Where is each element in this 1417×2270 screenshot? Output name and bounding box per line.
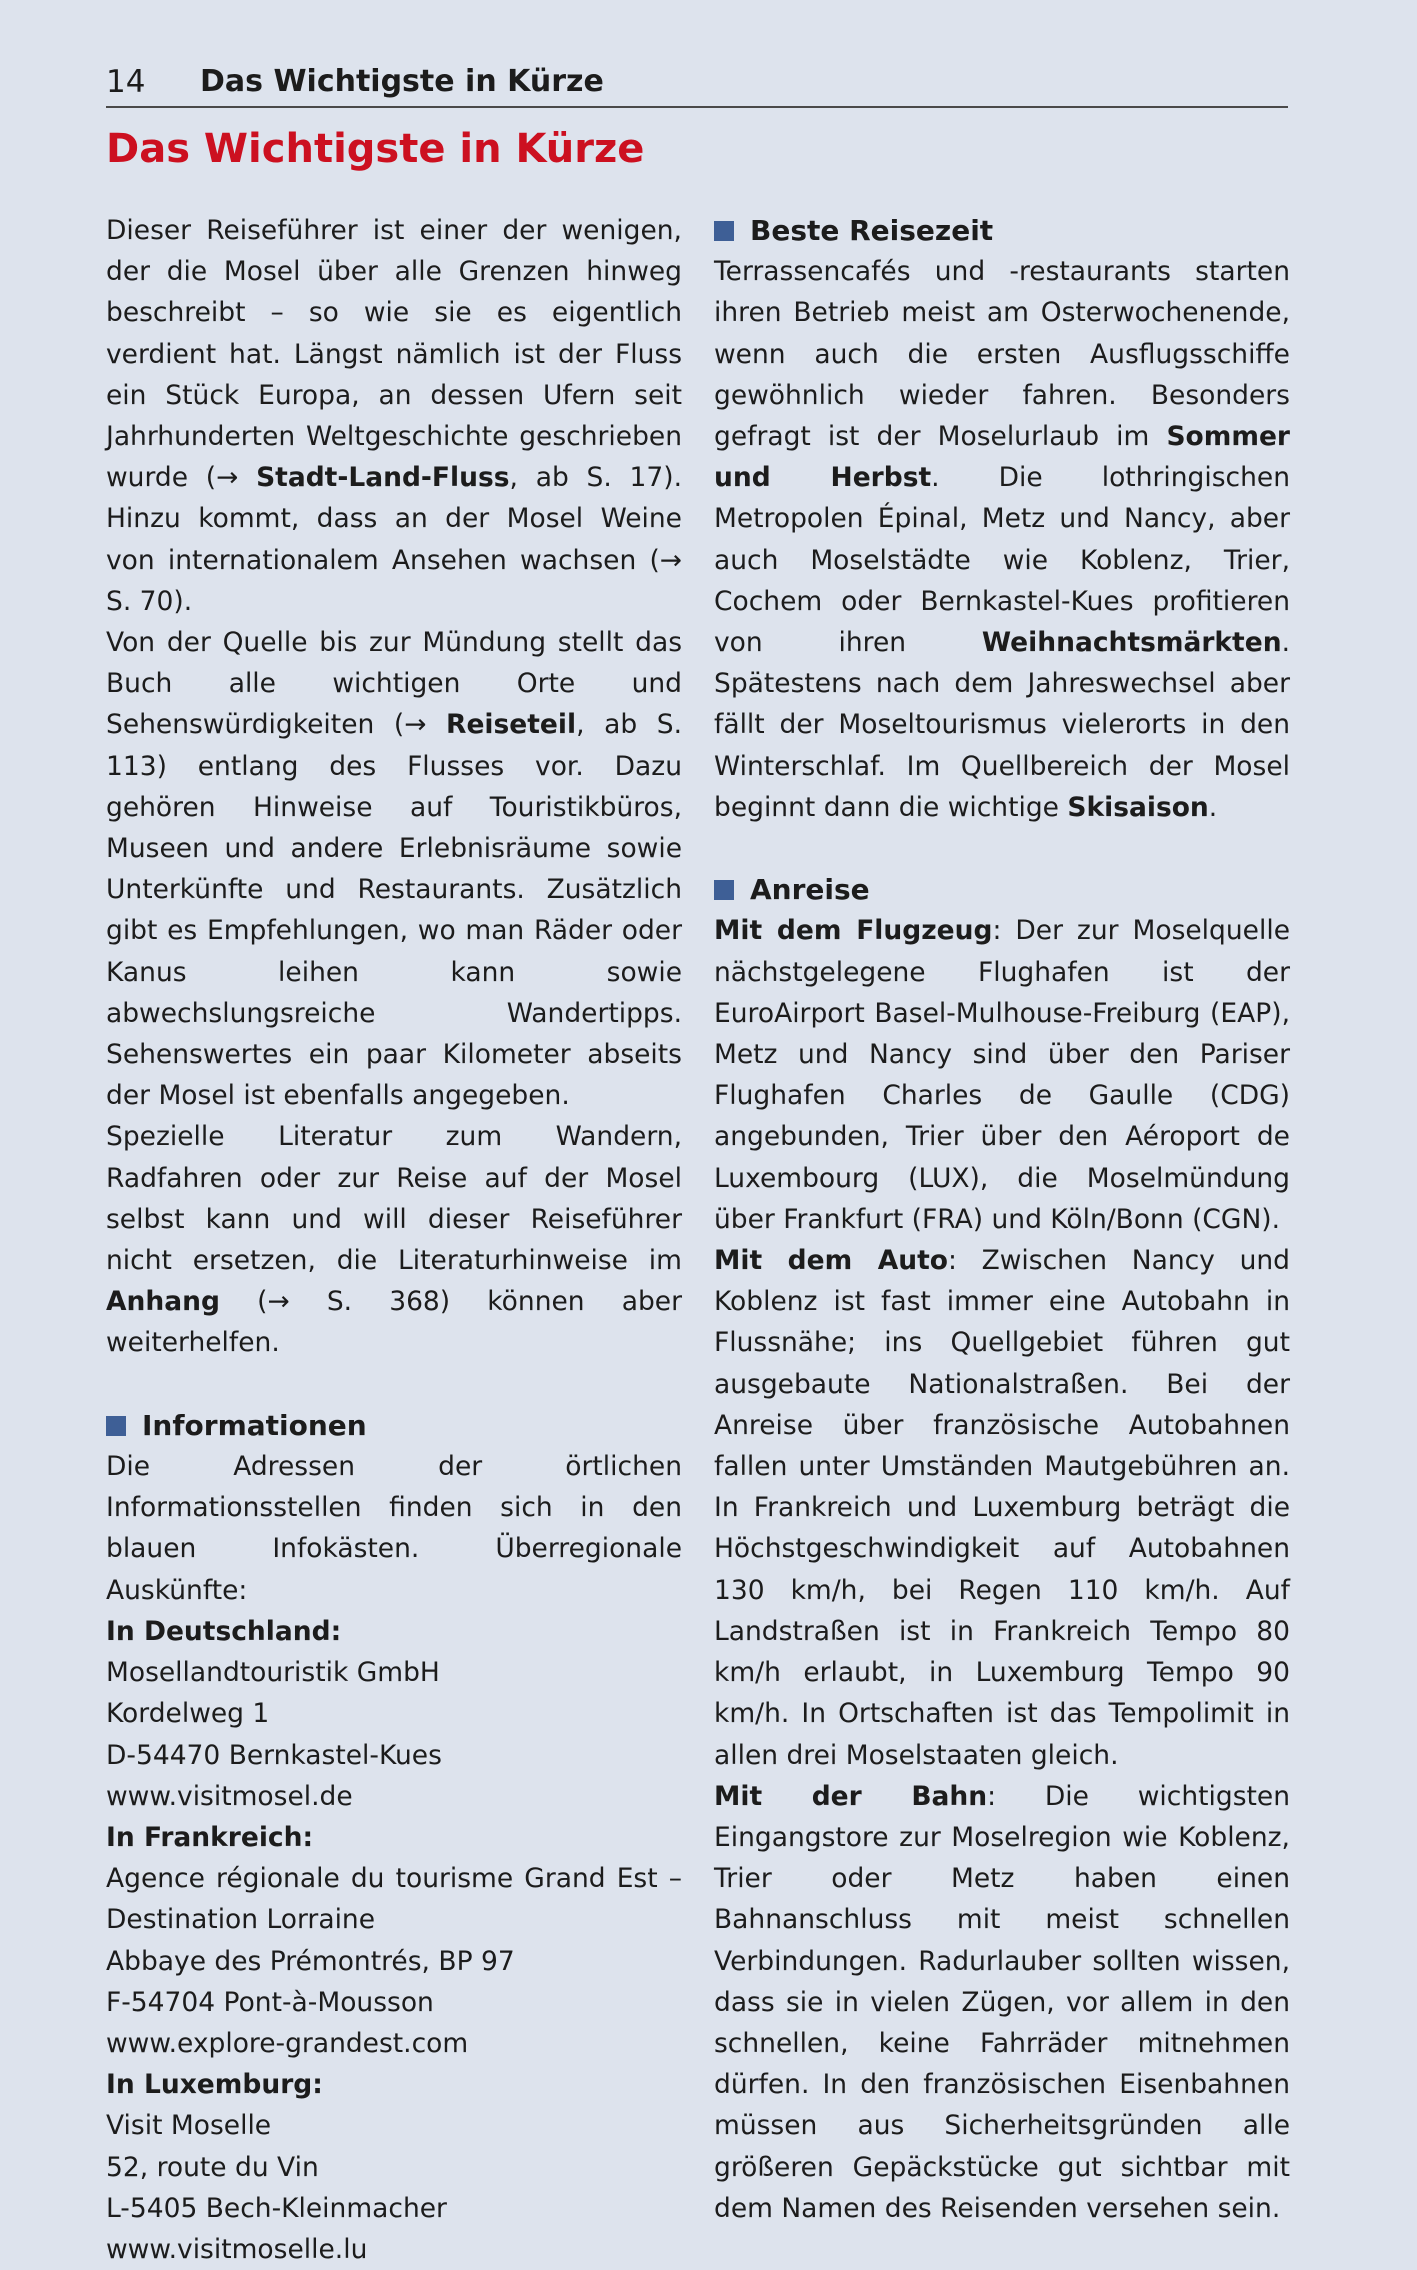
anreise-auto: Mit dem Auto: Zwischen Nancy und Koblenz ist fast immer eine Autobahn in Flussnähe; ins Quellgebiet führen gut ausgebaute Nationalstraßen. Bei der Anreise über französische Autobahnen fallen unter Umständen Mautgebühren an. In Frankreich und Luxemburg beträgt die Höchstgeschwindigkeit auf Autobahnen 130 km/h, bei Regen 110 km/h. Auf Landstraßen ist in Frankreich Tempo 80 km/h erlaubt, in Luxemburg Tempo 90 km/h. In Ortschaften ist das Tempolimit in allen drei Moselstaaten gleich. — [714, 1245, 1290, 1771]
link-explore-grandest[interactable]: www.explore-grandest.com — [106, 2027, 469, 2059]
address-luxembourg: In Luxemburg: Visit Moselle 52, route du Vin L-5405 Bech-Kleinmacher www.visitmoselle.lu — [106, 2064, 682, 2270]
country-label-lu: In Luxemburg: — [106, 2069, 323, 2101]
ref-anhang: Anhang — [106, 1286, 220, 1318]
intro-paragraph-3: Spezielle Literatur zum Wandern, Radfahren oder zur Reise auf der Mosel selbst kann und will dieser Reiseführer nicht ersetzen, die Literaturhinweise im Anhang (→ S. 368) können aber weiterhelfen. — [106, 1121, 682, 1359]
square-bullet-icon — [714, 880, 734, 900]
running-title: Das Wichtigste in Kürze — [200, 64, 604, 99]
anreise-flugzeug: Mit dem Flugzeug: Der zur Moselquelle nächstgelegene Flughafen ist der EuroAirport Basel-Mulhouse-Freiburg (EAP), Metz und Nancy sind über den Pariser Flughafen Charles de Gaulle (CDG) angebunden, Trier über den Aéroport de Luxembourg (LUX), die Moselmündung über Frankfurt (FRA) und Köln/Bonn (CGN). — [714, 915, 1290, 1235]
page-title: Das Wichtigste in Kürze — [106, 126, 645, 172]
link-visitmoselle[interactable]: www.visitmoselle.lu — [106, 2233, 368, 2265]
country-label-de: In Deutschland: — [106, 1615, 342, 1647]
right-column — [714, 210, 1290, 2229]
address-germany: In Deutschland: Mosellandtouristik GmbH Kordelweg 1 D-54470 Bernkastel-Kues www.visitmosel.de — [106, 1611, 682, 1817]
section-heading-informationen: Informationen — [106, 1405, 682, 1446]
anreise-bahn: Mit der Bahn: Die wichtigsten Eingangstore zur Moselregion wie Koblenz, Trier oder Metz haben einen Bahnanschluss mit meist schnellen Verbindungen. Radurlauber sollten wissen, dass sie in vielen Zügen, vor allem in den schnellen, keine Fahrräder mitnehmen dürfen. In den französischen Eisenbahnen müssen aus Sicherheitsgründen alle größeren Gepäckstücke gut sichtbar mit dem Namen des Reisenden versehen sein. — [714, 1780, 1290, 2224]
section-heading-anreise: Anreise — [714, 869, 1290, 910]
address-france: In Frankreich: Agence régionale du tourisme Grand Est – Destination Lorraine Abbaye des Prémontrés, BP 97 F-54704 Pont-à-Mousson www.explore-grandest.com — [106, 1817, 682, 2064]
link-visitmosel[interactable]: www.visitmosel.de — [106, 1780, 353, 1812]
intro-paragraph-1: Dieser Reiseführer ist einer der wenigen, der die Mosel über alle Grenzen hinweg beschreibt – so wie sie es eigentlich verdient hat. Längst nämlich ist der Fluss ein Stück Europa, an dessen Ufern seit Jahrhunderten Weltgeschichte geschrieben wurde (→ Stadt-Land-Fluss, ab S. 17). Hinzu kommt, dass an der Mosel Weine von internationalem Ansehen wachsen (→ S. 70). — [106, 215, 682, 617]
square-bullet-icon — [106, 1416, 126, 1436]
section-heading-reisezeit: Beste Reisezeit — [714, 210, 1290, 251]
reisezeit-text: Terrassencafés und -restaurants starten ihren Betrieb meist am Osterwochenende, wenn auch die ersten Ausflugsschiffe gewöhnlich wieder fahren. Besonders gefragt ist der Moselurlaub im Sommer und Herbst. Die lothringischen Metropolen Épinal, Metz und Nancy, aber auch Moselstädte wie Koblenz, Trier, Cochem oder Bernkastel-Kues profitieren von ihren Weihnachtsmärkten. Spätestens nach dem Jahreswechsel aber fällt der Moseltourismus vielerorts in den Winterschlaf. Im Quellbereich der Mosel beginnt dann die wichtige Skisaison. — [714, 256, 1290, 823]
page-number: 14 — [106, 64, 146, 100]
page-header — [106, 60, 1288, 108]
ref-stadt-land-fluss: Stadt-Land-Fluss — [256, 462, 510, 494]
ref-reiseteil: Reiseteil — [446, 709, 577, 741]
left-column — [106, 210, 682, 2270]
intro-paragraph-2: Von der Quelle bis zur Mündung stellt das Buch alle wichtigen Orte und Sehenswürdigkeiten (→ Reiseteil, ab S. 113) entlang des Flusses vor. Dazu gehören Hinweise auf Touristikbüros, Museen und andere Erlebnisräume sowie Unterkünfte und Restaurants. Zusätzlich gibt es Empfehlungen, wo man Räder oder Kanus leihen kann sowie abwechslungsreiche Wandertipps. Sehenswertes ein paar Kilometer abseits der Mosel ist ebenfalls angegeben. — [106, 627, 682, 1112]
info-text: Die Adressen der örtlichen Informationsstellen finden sich in den blauen Infokästen. Überregionale Auskünfte: — [106, 1451, 682, 1606]
country-label-fr: In Frankreich: — [106, 1821, 314, 1853]
square-bullet-icon — [714, 221, 734, 241]
